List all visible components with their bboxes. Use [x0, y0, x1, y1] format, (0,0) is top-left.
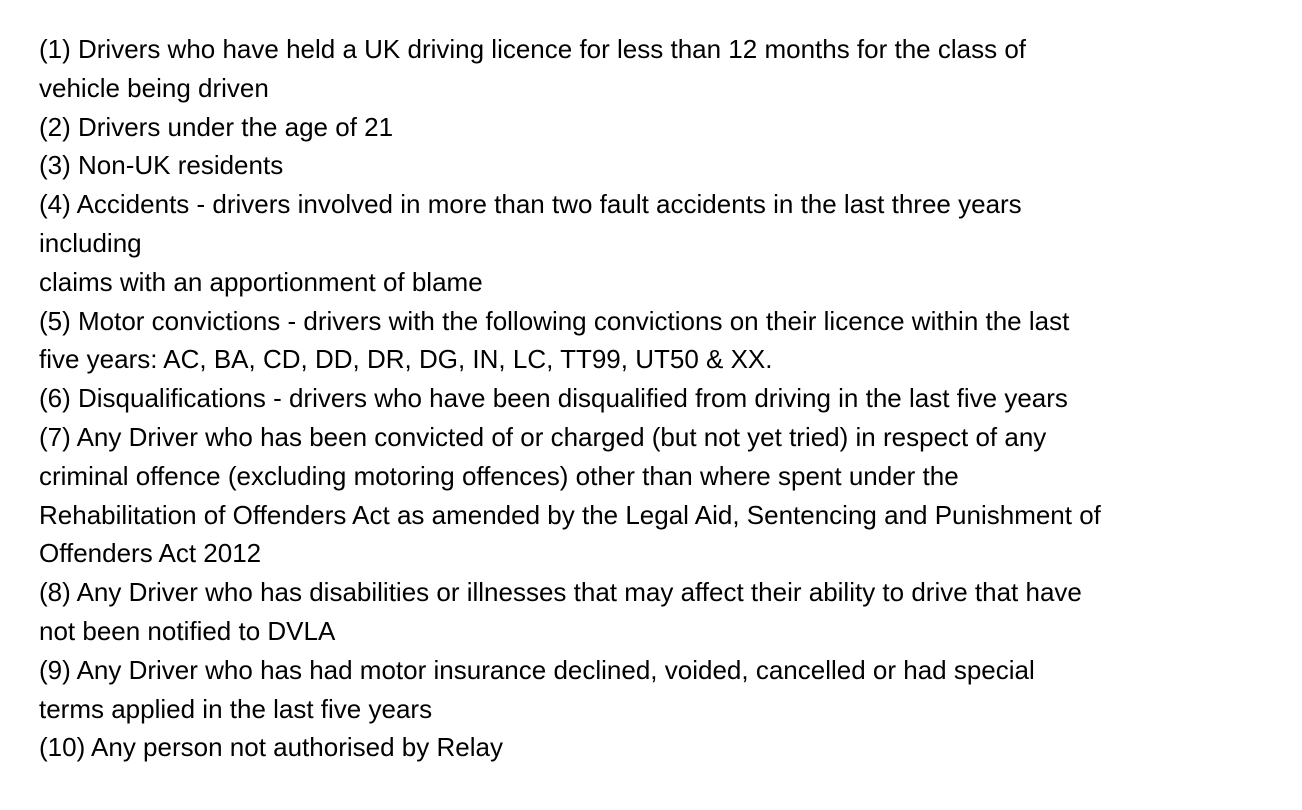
- text-line: (2) Drivers under the age of 21: [39, 111, 394, 142]
- text-line: (10) Any person not authorised by Relay: [39, 732, 503, 763]
- text-line: not been notified to DVLA: [39, 615, 336, 646]
- text-line: (9) Any Driver who has had motor insurance declined, voided, cancelled or had special: [39, 654, 1035, 685]
- text-line: (8) Any Driver who has disabilities or illnesses that may affect their ability to drive that have: [39, 577, 1082, 608]
- text-line: (7) Any Driver who has been convicted of or charged (but not yet tried) in respect of any: [39, 421, 1047, 452]
- text-line: criminal offence (excluding motoring offences) other than where spent under the: [39, 460, 959, 491]
- text-line: Rehabilitation of Offenders Act as amended by the Legal Aid, Sentencing and Punishment of: [39, 499, 1101, 530]
- text-line: vehicle being driven: [39, 72, 269, 103]
- text-line: five years: AC, BA, CD, DD, DR, DG, IN, LC, TT99, UT50 & XX.: [39, 344, 773, 375]
- exclusions-list: [39, 30, 1289, 767]
- text-line: Offenders Act 2012: [39, 538, 262, 569]
- text-line: terms applied in the last five years: [39, 693, 433, 724]
- text-line: (5) Motor convictions - drivers with the following convictions on their licence within the last: [39, 305, 1070, 336]
- text-line: including: [39, 227, 142, 258]
- text-line: (6) Disqualifications - drivers who have been disqualified from driving in the last five years: [39, 383, 1068, 414]
- text-line: (1) Drivers who have held a UK driving licence for less than 12 months for the class of: [39, 34, 1027, 64]
- text-line: claims with an apportionment of blame: [39, 266, 483, 297]
- text-line: (3) Non-UK residents: [39, 150, 284, 181]
- text-line: (4) Accidents - drivers involved in more than two fault accidents in the last three years: [39, 189, 1022, 220]
